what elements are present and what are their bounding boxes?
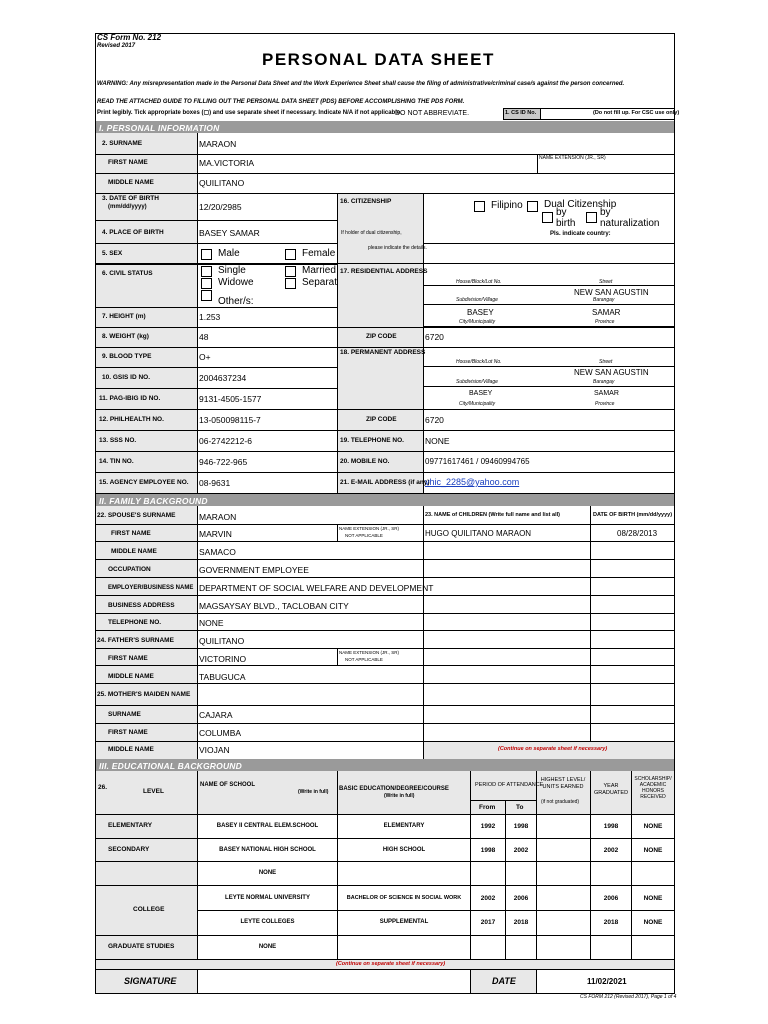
mother-middlename-value[interactable]: VIOJAN <box>199 745 230 755</box>
edu-from-header: From <box>479 804 496 811</box>
sex-male-label: Male <box>218 248 240 259</box>
date-value[interactable]: 11/02/2021 <box>587 977 627 986</box>
father-surname-value[interactable]: QUILITANO <box>199 636 245 646</box>
edu-level-college: COLLEGE <box>133 906 165 913</box>
edu-course-college-1[interactable]: BACHELOR OF SCIENCE IN SOCIAL WORK <box>346 895 462 901</box>
father-name-ext-label: NAME EXTENSION (JR., SR) <box>339 650 400 655</box>
philhealth-label: 12. PHILHEALTH NO. <box>99 416 164 423</box>
edu-course-elementary[interactable]: ELEMENTARY <box>383 823 425 829</box>
edu-school-vocational[interactable]: NONE <box>258 870 277 876</box>
citizenship-by-birth-label: by birth <box>556 207 576 229</box>
permanent-address-label: 18. PERMANENT ADDRESS <box>340 349 426 356</box>
tin-label: 14. TIN NO. <box>99 458 134 465</box>
spouse-middlename-label: MIDDLE NAME <box>111 548 157 555</box>
father-firstname-label: FIRST NAME <box>108 655 148 662</box>
res-house-label: House/Block/Lot No. <box>456 279 502 285</box>
blood-type-value[interactable]: O+ <box>199 352 211 362</box>
sex-label: 5. SEX <box>102 250 123 257</box>
edu-school-graduate[interactable]: NONE <box>258 944 277 950</box>
perm-barangay-label: Barangay <box>593 379 615 385</box>
agency-employee-value[interactable]: 08-9631 <box>199 478 231 488</box>
mobile-label: 20. MOBILE NO. <box>340 458 390 465</box>
date-label: DATE <box>492 976 516 986</box>
father-middlename-value[interactable]: TABUGUCA <box>199 672 246 682</box>
sex-female-label: Female <box>302 248 336 259</box>
edu-to-header: To <box>516 804 524 811</box>
perm-zip-value[interactable]: 6720 <box>425 415 444 425</box>
edu-honors-elementary[interactable]: NONE <box>643 823 663 830</box>
perm-subdivision-label: Subdivision/Village <box>456 379 498 385</box>
edu-to-college-1[interactable]: 2006 <box>513 895 529 902</box>
blood-type-label: 9. BLOOD TYPE <box>102 353 152 360</box>
citizenship-naturalization-label: by naturalization <box>600 207 660 229</box>
dual-citizenship-note-2: please indicate the details. <box>368 245 427 251</box>
edu-school-college-1[interactable]: LEYTE NORMAL UNIVERSITY <box>225 895 310 901</box>
civil-separated-checkbox[interactable] <box>285 278 296 289</box>
citizenship-filipino-label: Filipino <box>491 200 523 211</box>
res-barangay-value[interactable]: NEW SAN AGUSTIN <box>574 288 649 297</box>
child-dob-value[interactable]: 08/28/2013 <box>617 529 658 538</box>
edu-not-graduated: (if not graduated) <box>541 799 580 805</box>
civil-married-label: Married <box>302 265 336 276</box>
occupation-label: OCCUPATION <box>108 566 151 573</box>
read-guide-text: READ THE ATTACHED GUIDE TO FILLING OUT THE PERSONAL DATA SHEET (PDS) BEFORE ACCOMPLISHING THE PDS FORM. <box>97 99 465 105</box>
res-street-label: Street <box>599 279 613 285</box>
father-middlename-label: MIDDLE NAME <box>108 673 154 680</box>
edu-honors-college-2[interactable]: NONE <box>643 919 663 926</box>
mother-firstname-label: FIRST NAME <box>108 729 148 736</box>
edu-from-college-2[interactable]: 2017 <box>480 919 496 926</box>
perm-house-label: House/Block/Lot No. <box>456 359 502 365</box>
firstname-value[interactable]: MA.VICTORIA <box>199 158 255 168</box>
cs-id-label: 1. CS ID No. <box>505 110 537 116</box>
edu-level-secondary: SECONDARY <box>108 846 150 853</box>
edu-school-header: NAME OF SCHOOL <box>200 782 255 788</box>
res-subdivision-label: Subdivision/Village <box>456 297 498 303</box>
weight-label: 8. WEIGHT (kg) <box>102 333 149 340</box>
signature-field[interactable] <box>198 970 470 993</box>
business-address-label: BUSINESS ADDRESS <box>108 602 175 609</box>
citizenship-indicate-country: Pls. indicate country: <box>550 231 611 237</box>
csc-use-note: (Do not fill up. For CSC use only) <box>593 110 680 116</box>
edu-number: 26. <box>98 784 108 791</box>
civil-separated-label: Separat <box>302 277 337 288</box>
perm-city-value[interactable]: BASEY <box>469 390 493 397</box>
civil-widowed-checkbox[interactable] <box>201 278 212 289</box>
pagibig-label: 11. PAG-IBIG ID NO. <box>99 395 161 402</box>
father-firstname-value[interactable]: VICTORINO <box>199 654 247 664</box>
height-label: 7. HEIGHT (m) <box>102 313 146 320</box>
edu-year-college-1[interactable]: 2006 <box>603 895 619 902</box>
citizenship-dual-checkbox[interactable] <box>527 201 538 212</box>
edu-from-secondary[interactable]: 1998 <box>480 847 496 854</box>
email-label: 21. E-MAIL ADDRESS (if any) <box>340 479 430 486</box>
edu-from-elementary[interactable]: 1992 <box>480 823 496 830</box>
civil-others-checkbox[interactable] <box>201 290 212 301</box>
children-continue-note: (Continue on separate sheet if necessary) <box>498 746 608 752</box>
civil-single-checkbox[interactable] <box>201 266 212 277</box>
pagibig-value[interactable]: 9131-4505-1577 <box>199 394 262 404</box>
form-number: CS Form No. 212 <box>97 33 162 42</box>
dob-label: 3. DATE OF BIRTH <box>102 195 159 202</box>
edu-year-elementary[interactable]: 1998 <box>603 823 619 830</box>
spouse-firstname-label: FIRST NAME <box>111 530 151 537</box>
edu-honors-college-1[interactable]: NONE <box>643 895 663 902</box>
citizenship-by-birth-checkbox[interactable] <box>542 212 553 223</box>
philhealth-value[interactable]: 13-050098115-7 <box>199 415 261 425</box>
res-city-value[interactable]: BASEY <box>467 308 494 317</box>
edu-level-graduate: GRADUATE STUDIES <box>108 943 175 950</box>
child-name-value[interactable]: HUGO QUILITANO MARAON <box>425 529 532 538</box>
occupation-value[interactable]: GOVERNMENT EMPLOYEE <box>199 565 309 575</box>
dob-value[interactable]: 12/20/2985 <box>199 202 242 212</box>
form-revision: Revised 2017 <box>97 43 136 49</box>
citizenship-label: 16. CITIZENSHIP <box>340 198 392 205</box>
perm-zip-label: ZIP CODE <box>366 416 397 423</box>
tin-value[interactable]: 946-722-965 <box>199 457 248 467</box>
edu-course-write-full: (Write in full) <box>384 793 415 799</box>
perm-province-label: Province <box>595 401 615 407</box>
dual-citizenship-note-1: If holder of dual citizenship, <box>341 230 402 236</box>
residential-address-label: 17. RESIDENTIAL ADDRESS <box>340 268 428 275</box>
father-name-ext-value: NOT APPLICABLE <box>345 657 383 662</box>
spouse-surname-value[interactable]: MARAON <box>199 512 237 522</box>
spouse-middlename-value[interactable]: SAMACO <box>199 547 236 557</box>
employer-value[interactable]: DEPARTMENT OF SOCIAL WELFARE AND DEVELOPMENT <box>199 583 434 593</box>
mobile-value[interactable]: 09771617461 / 09460994765 <box>425 457 530 466</box>
middlename-label: MIDDLE NAME <box>108 179 154 186</box>
edu-to-secondary[interactable]: 2002 <box>513 847 529 854</box>
perm-street-label: Street <box>599 359 613 365</box>
edu-school-elementary[interactable]: BASEY II CENTRAL ELEM.SCHOOL <box>216 823 319 829</box>
edu-year-college-2[interactable]: 2018 <box>603 919 619 926</box>
civil-status-label: 6. CIVIL STATUS <box>102 270 153 277</box>
middlename-value[interactable]: QUILITANO <box>199 178 245 188</box>
edu-level-header: LEVEL <box>143 788 164 795</box>
perm-barangay-value[interactable]: NEW SAN AGUSTIN <box>574 368 649 377</box>
edu-year-secondary[interactable]: 2002 <box>603 847 619 854</box>
sss-value[interactable]: 06-2742212-6 <box>199 436 252 446</box>
sss-label: 13. SSS NO. <box>99 437 137 444</box>
gsis-value[interactable]: 2004637234 <box>199 373 247 383</box>
edu-course-college-2[interactable]: SUPPLEMENTAL <box>379 919 429 925</box>
edu-level-elementary: ELEMENTARY <box>108 822 153 829</box>
pob-label: 4. PLACE OF BIRTH <box>102 229 164 236</box>
firstname-label: FIRST NAME <box>108 159 148 166</box>
citizenship-dual-label: Dual Citizenship <box>544 199 617 210</box>
spouse-name-ext-value: NOT APPLICABLE <box>345 533 383 538</box>
spouse-firstname-value[interactable]: MARVIN <box>199 529 232 539</box>
gsis-label: 10. GSIS ID NO. <box>102 374 151 381</box>
edu-honors-secondary[interactable]: NONE <box>643 847 663 854</box>
edu-school-college-2[interactable]: LEYTE COLLEGES <box>240 919 295 925</box>
employer-label: EMPLOYER/BUSINESS NAME <box>108 585 194 591</box>
edu-to-college-2[interactable]: 2018 <box>513 919 529 926</box>
pob-value[interactable]: BASEY SAMAR <box>199 228 260 238</box>
section-personal-information: I. PERSONAL INFORMATION <box>96 121 674 133</box>
edu-school-write-full: (Write in full) <box>298 789 329 795</box>
mother-surname-value[interactable]: CAJARA <box>199 710 233 720</box>
mother-middlename-label: MIDDLE NAME <box>108 746 154 753</box>
surname-value[interactable]: MARAON <box>199 139 237 149</box>
sex-male-checkbox[interactable] <box>201 249 212 260</box>
civil-others-label: Other/s: <box>218 296 254 307</box>
res-province-label: Province <box>595 319 615 325</box>
spouse-telephone-value[interactable]: NONE <box>199 618 224 628</box>
telephone-value[interactable]: NONE <box>425 436 450 446</box>
telephone-label: 19. TELEPHONE NO. <box>340 437 404 444</box>
business-address-value[interactable]: MAGSAYSAY BLVD., TACLOBAN CITY <box>199 601 349 611</box>
civil-single-label: Single <box>218 265 246 276</box>
name-extension-label: NAME EXTENSION (JR., SR) <box>539 155 606 161</box>
print-legibly-text: Print legibly. Tick appropriate boxes (▢) and use separate sheet if necessary. Indicate N/A if not applicable. <box>97 110 402 116</box>
citizenship-naturalization-checkbox[interactable] <box>586 212 597 223</box>
father-surname-label: 24. FATHER'S SURNAME <box>97 637 174 644</box>
mother-surname-label: SURNAME <box>108 711 141 718</box>
children-label: 23. NAME of CHILDREN (Write full name and list all) <box>425 512 560 518</box>
page-title: PERSONAL DATA SHEET <box>262 50 495 69</box>
edu-course-secondary[interactable]: HIGH SCHOOL <box>382 847 426 853</box>
mother-maiden-label: 25. MOTHER'S MAIDEN NAME <box>97 691 191 698</box>
edu-level-column <box>96 814 197 959</box>
spouse-telephone-label: TELEPHONE NO. <box>108 619 162 626</box>
mid-label-column <box>337 193 426 493</box>
child-dob-label: DATE OF BIRTH (mm/dd/yyyy) <box>593 512 673 518</box>
do-not-abbreviate: DO NOT ABBREVIATE. <box>395 110 470 117</box>
res-province-value[interactable]: SAMAR <box>592 308 621 317</box>
section-family-background: II. FAMILY BACKGROUND <box>96 494 674 506</box>
res-city-label: City/Municipality <box>459 319 496 325</box>
perm-city-label: City/Municipality <box>459 401 496 407</box>
edu-to-elementary[interactable]: 1998 <box>513 823 529 830</box>
edu-course-header: BASIC EDUCATION/DEGREE/COURSE <box>339 786 449 792</box>
surname-label: 2. SURNAME <box>102 140 143 147</box>
warning-text: WARNING: Any misrepresentation made in the Personal Data Sheet and the Work Experience Sheet shall cause the filing of administrative/criminal case/s against the person concerned. <box>97 81 625 87</box>
edu-year-header: YEAR GRADUATED <box>593 783 629 796</box>
mother-firstname-value[interactable]: COLUMBA <box>199 728 242 738</box>
sex-female-checkbox[interactable] <box>285 249 296 260</box>
edu-highest-header: HIGHEST LEVEL/ UNITS EARNED <box>540 777 586 790</box>
signature-label: SIGNATURE <box>124 976 177 986</box>
spouse-surname-label: 22. SPOUSE'S SURNAME <box>97 512 176 519</box>
family-label-column <box>96 506 197 759</box>
edu-honors-header: SCHOLARSHIP/ ACADEMIC HONORS RECEIVED <box>634 776 672 800</box>
edu-from-college-1[interactable]: 2002 <box>480 895 496 902</box>
civil-married-checkbox[interactable] <box>285 266 296 277</box>
weight-value[interactable]: 48 <box>199 332 209 342</box>
civil-status-options <box>198 264 337 307</box>
edu-school-secondary[interactable]: BASEY NATIONAL HIGH SCHOOL <box>219 847 316 853</box>
agency-employee-label: 15. AGENCY EMPLOYEE NO. <box>99 479 189 486</box>
height-value[interactable]: 1.253 <box>199 312 221 322</box>
dob-format: (mm/dd/yyyy) <box>108 204 147 210</box>
section-educational-background: III. EDUCATIONAL BACKGROUND <box>96 759 674 771</box>
form-footer: CS FORM 212 (Revised 2017), Page 1 of 4 <box>580 994 677 1000</box>
res-barangay-label: Barangay <box>593 297 615 303</box>
edu-period-header: PERIOD OF ATTENDANCE <box>475 782 544 788</box>
res-zip-value[interactable]: 6720 <box>425 332 444 342</box>
perm-province-value[interactable]: SAMAR <box>594 390 619 397</box>
civil-widowed-label: Widowe <box>218 277 254 288</box>
res-zip-label: ZIP CODE <box>366 333 397 340</box>
spouse-name-ext-label: NAME EXTENSION (JR., SR) <box>339 526 400 531</box>
citizenship-filipino-checkbox[interactable] <box>474 201 485 212</box>
edu-continue-note: (Continue on separate sheet if necessary) <box>336 961 446 967</box>
email-value[interactable]: vhic_2285@yahoo.com <box>425 477 520 487</box>
